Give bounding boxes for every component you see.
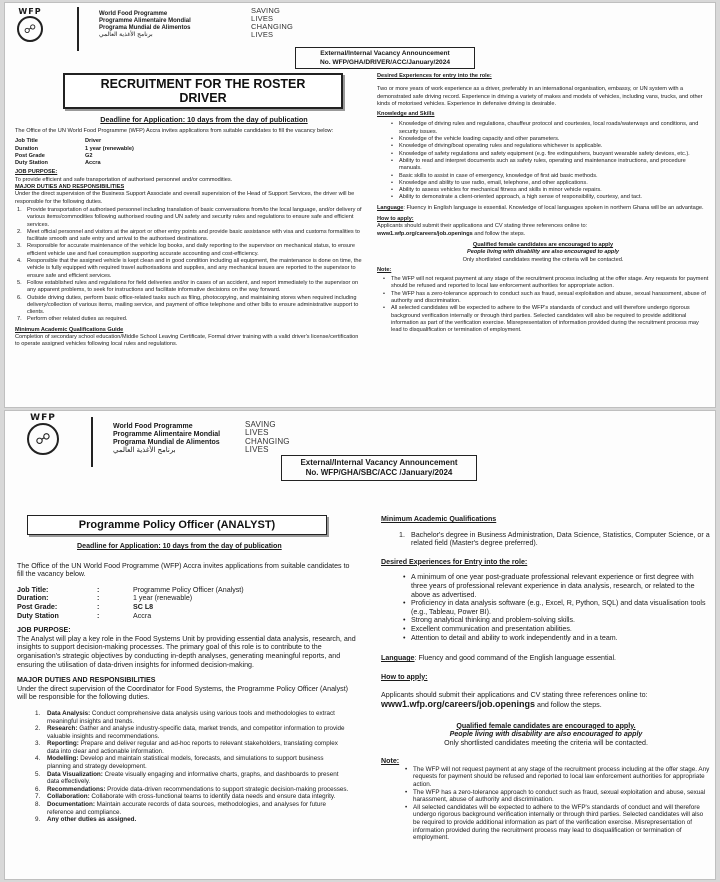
job-value: SC L8: [133, 602, 154, 611]
list-item: 4. Responsible that the assigned vehicle is kept clean and in good condition including all equipment, the maintenance is done on time, the vehicle is fully equipped with required travel authorisations and supplies, and any mechanical issues are reported to the supervisor to ensure safe and efficient services.: [17, 258, 362, 279]
job-value: Accra: [85, 160, 101, 167]
job-label: Post Grade: [15, 152, 45, 159]
language-label: Language: [377, 204, 404, 211]
slogan-line: LIVES: [251, 13, 274, 23]
list-item: • Proficiency in data analysis software (e.g., Excel, R, Python, SQL) and data visualisation tools (e.g., Tableau, Power BI).: [411, 599, 711, 616]
list-item: 7. Perform other related duties as required.: [17, 316, 128, 323]
wfp-logo: [27, 413, 59, 455]
language-text: : Fluency in English language is essential. Knowledge of local languages spoken in northern Ghana will be an advantage.: [403, 204, 704, 211]
wfp-logo: [17, 7, 43, 42]
slogan: [245, 421, 290, 455]
section-heading: JOB PURPOSE:: [15, 169, 58, 176]
list-item: • The WFP has a zero-tolerance approach to conduct such as fraud, sexual exploitation and abuse, sexual harassment, abuse of authority and discrimination.: [391, 291, 709, 306]
job-value: Driver: [85, 138, 102, 145]
list-item: 1. Bachelor's degree in Business Administration, Data Science, Statistics, Computer Science, or a related field (Master's degree preferred).: [399, 530, 710, 548]
vacancy-ad-analyst: [4, 410, 716, 880]
list-item: • Knowledge and ability to use radio, email, telephone, and other applications.: [399, 180, 709, 187]
logo-text: WFP: [30, 413, 56, 423]
slogan-line: CHANGING: [245, 436, 290, 446]
list-item: • Ability to demonstrate a client-oriented approach, a high sense of responsibility, courtesy, and tact.: [399, 194, 709, 201]
duties-list: [15, 207, 363, 324]
vacancy-ad-driver: [4, 2, 716, 408]
announcement-title: External/Internal Vacancy Announcement: [300, 458, 458, 467]
list-item: 6. Outside driving duties, perform basic office-related tasks such as filing, photocopying, and maintaining stores when required including delivery/collection of various items, mailing service, and payment of office telephone and other bills to ensure administrative support to clients.: [17, 294, 359, 316]
notes-list: [377, 276, 709, 334]
job-value: 1 year (renewable): [133, 594, 193, 603]
duties-intro: Under the direct supervision of the Coordinator for Food Systems, the Programme Policy Officer (Analyst) will be responsible for the following duties.: [17, 684, 349, 702]
list-item: • Knowledge of safety regulations and safety equipment (e.g. fire extinguishers, buoyant wearable safety devices, etc.).: [399, 151, 709, 158]
apply-text: Applicants should submit their applications and CV stating three references online to:: [377, 223, 588, 230]
slogan-line: CHANGING: [251, 21, 294, 31]
org-name-en: World Food Programme: [113, 423, 193, 430]
list-item: • All selected candidates will be expected to adhere to the WFP's standards of conduct and will therefore undergo rigorous background verification internally or through third parties. Selected candidates will also be required to provide additional information as part of the verification exercise. Misrepresentation of information provided during the recruitment process may lead to disqualification or termination of employment.: [391, 305, 709, 334]
intro-text: The Office of the UN World Food Programme (WFP) Accra invites applications from suitable candidates to fill the vacancy below.: [17, 561, 350, 579]
org-name-ar: برنامج الأغذية العالمي: [113, 447, 176, 455]
list-item: 5. Follow established rules and regulations for field deliveries and/or in cases of an accident, and report immediately to the supervisor on any apparent problems, to seek for instructions and facilitate informative decisions on the way forward.: [17, 279, 359, 294]
section-heading: Desired Experiences for Entry into the role:: [381, 557, 528, 566]
duties-list: [17, 710, 357, 824]
purpose-text: The Analyst will play a key role in the Food Systems Unit by providing essential data analysis, research, and insights to support decision-making processes. The primary goal of this role is to contribute to the organisation's strategic objectives by conducting in-depth analyses, generating meaningful reports, and ensuring the utilisation of data-driven insights for informed decision-making.: [17, 634, 356, 669]
experience-text: Two or more years of work experience as a driver, preferably in an international organisation, embassy, or UN system with a demonstrated safe driving record. Experience in driving a variety of makes and models of vehicles, including vans, trucks, and other kinds of motorised vehicles. Experience in defensive driving is desirable.: [377, 86, 703, 107]
experience-list: [381, 573, 711, 642]
org-name-en: World Food Programme: [99, 11, 168, 17]
job-value: 1 year (renewable): [85, 145, 134, 152]
org-name-fr: Programme Alimentaire Mondial: [99, 17, 191, 24]
job-label: Job Title: [15, 138, 38, 145]
logo-text: WFP: [18, 7, 42, 16]
encouragement-line: People living with disability are also encouraged to apply: [467, 249, 619, 256]
list-item: • Knowledge of driving rules and regulations, chauffeur protocol and courtesies, local roads/waterways and conditions, and security issues.: [399, 121, 709, 136]
list-item: 4. Modelling: Develop and maintain statistical models, forecasts, and simulations to support business planning and strategy development.: [35, 755, 324, 771]
org-name-es: Programa Mundial de Alimentos: [113, 439, 220, 447]
list-item: 5. Data Visualization: Create visually engaging and informative charts, graphs, and dashboards to present data effectively.: [35, 770, 339, 786]
left-column: [17, 515, 357, 824]
banner-line: RECRUITMENT FOR THE ROSTER: [100, 77, 306, 91]
list-item: 7. Collaboration: Collaborate with cross-functional teams to identify data needs and ensure data integrity.: [35, 793, 336, 801]
apply-link[interactable]: www1.wfp.org/careers/job.openings: [381, 698, 536, 709]
language-label: Language: [381, 654, 415, 663]
apply-link-line: [381, 700, 711, 710]
apply-link[interactable]: www1.wfp.org/careers/job.openings: [377, 230, 473, 237]
apply-text: Applicants should submit their applications and CV stating three references online to:: [381, 691, 648, 700]
org-names: [99, 11, 191, 39]
list-item: • Ability to read and interpret documents such as safety rules, operating and maintenance instructions, and procedure manuals.: [399, 158, 709, 173]
list-item: 1. Data Analysis: Conduct comprehensive data analysis using various tools and methodologies to extract meaningful insights and trends.: [35, 709, 335, 725]
page-title: Programme Policy Officer (ANALYST): [27, 515, 327, 535]
apply-suffix: and follow the steps.: [472, 230, 526, 237]
org-name-es: Programa Mundial de Alimentos: [99, 24, 191, 31]
list-item: • Knowledge of driving/boat operating rules and regulations whichever is applicable.: [399, 143, 709, 150]
job-label: Duty Station: [15, 160, 48, 167]
slogan-line: SAVING: [251, 6, 280, 15]
encouragement-line: Only shortlisted candidates meeting the criteria will be contacted.: [444, 738, 648, 747]
min-qualifications-list: [381, 531, 711, 548]
deadline: Deadline for Application: 10 days from the day of publication: [77, 542, 282, 550]
job-details: [15, 138, 363, 167]
list-item: 3. Reporting: Prepare and deliver regular and ad-hoc reports to relevant stakeholders, translating complex data into clear and actionable information.: [35, 740, 338, 755]
purpose-text: To provide efficient and safe transportation of authorised personnel and/or commodities.: [15, 176, 233, 183]
notes-list: [381, 766, 711, 842]
list-item: 3. Responsible for accurate maintenance of the vehicle log books, and daily reporting to the supervisor on mechanical status, to ensure efficient vehicle use and fuel consumption supporting accurate accounting and cost-efficiency.: [17, 243, 356, 257]
list-item: 2. Research: Gather and analyse industry-specific data, market trends, and competitor information to provide valuable insights and recommendations.: [35, 725, 345, 740]
job-value: Programme Policy Officer (Analyst): [133, 585, 244, 594]
list-item: • Basic skills to assist in case of emergency, knowledge of first aid basic methods.: [399, 173, 709, 180]
list-item: • The WFP will not request payment at any stage of the recruitment process including at the offer stage. Any requests for payment should be refused and reported to local law enforcement authorities for appropriate action.: [413, 766, 711, 789]
job-value: Accra: [133, 611, 152, 620]
slogan-line: LIVES: [245, 445, 269, 455]
page-title: [63, 73, 343, 109]
job-label: Post Grade:: [17, 602, 58, 611]
announcement-number: No. WFP/GHA/DRIVER/ACC/January/2024: [319, 58, 451, 66]
encouragement-line: People living with disability are also encouraged to apply: [449, 730, 643, 739]
list-item: • Attention to detail and ability to work independently and in a team.: [411, 634, 711, 643]
min-qualifications-text: Completion of secondary school education/Middle School Leaving Certificate, Formal driver training with a valid driver's license/certification to operate assigned vehicles following local rules and regulations.: [15, 334, 359, 348]
job-label: Job Title:: [17, 585, 49, 594]
divider: [91, 417, 93, 467]
announcement-title: External/Internal Vacancy Announcement: [320, 50, 450, 57]
deadline: Deadline for Application: 10 days from the day of publication: [100, 115, 308, 124]
encouragement-line: Qualified female candidates are encouraged to apply: [472, 241, 614, 248]
job-label: Duration: [15, 145, 38, 152]
list-item: 6. Recommendations: Provide data-driven recommendations to support strategic decision-making processes.: [35, 785, 349, 793]
section-heading: JOB PURPOSE:: [17, 626, 71, 635]
skills-list: [377, 121, 709, 201]
section-heading: Desired Experiences for entry into the role:: [377, 73, 492, 79]
apply-suffix: and follow the steps.: [535, 700, 602, 709]
right-column: [377, 73, 709, 335]
duties-intro: Under the direct supervision of the Business Support Associate and overall supervision of the Head of Support Services, the driver will be responsible for the following duties.: [15, 191, 355, 205]
encouragement-line: Qualified female candidates are encouraged to apply.: [456, 721, 636, 730]
announcement-box: [281, 455, 477, 481]
globe-icon: ☍: [17, 16, 43, 42]
language-text: : Fluency and good command of the English language essential.: [414, 654, 617, 663]
section-heading: How to apply:: [381, 672, 428, 681]
section-heading: Minimum Academic Qualifications Guide: [15, 326, 124, 333]
language-requirement: [381, 654, 711, 663]
section-heading: Knowledge and Skills: [377, 111, 435, 118]
list-item: • Ability to assess vehicles for mechanical fitness and skills in minor vehicle repairs.: [399, 187, 709, 194]
list-item: • A minimum of one year post-graduate professional relevant experience or first degree with three years of professional relevant experience in data analysis, research, or related to the above as advertised.: [411, 573, 711, 599]
list-item: • All selected candidates will be expected to adhere to the WFP's standards of conduct and will therefore undergo rigorous background verification internally or through third parties. Selected candidates will also be required to provide additional information as part of the verification exercise. Misrepresentation of information provided during the recruitment process may lead to disqualification or termination of employment.: [413, 804, 711, 842]
list-item: 1. Provide transportation of authorised personnel including translation of basic conversations from/to the local language, and/or delivery of various items/commodities following authorised routing and UN safety and security rules and regulations to ensure safe and efficient services.: [17, 206, 362, 228]
encouragement: [377, 242, 709, 264]
section-heading: How to apply:: [377, 216, 414, 223]
list-item: • Excellent communication and presentation abilities.: [411, 625, 711, 634]
encouragement: [381, 722, 711, 748]
list-item: 2. Meet official personnel and visitors at the airport or other entry points and provide basic assistance with visa and customs formalities to facilitate smooth and safe entry and arrival to the authorised destinations.: [17, 228, 360, 243]
announcement-box: [295, 47, 475, 69]
apply-link-line: [377, 231, 709, 238]
list-item: 9. Any other duties as assigned.: [35, 816, 137, 824]
announcement-number: No. WFP/GHA/SBC/ACC /January/2024: [305, 468, 453, 478]
intro-text: The Office of the UN World Food Programme (WFP) Accra invites applications from suitable candidates to fill the vacancy below:: [15, 128, 334, 134]
job-value: G2: [85, 152, 93, 159]
job-label: Duty Station: [17, 611, 59, 620]
banner-line: DRIVER: [179, 91, 227, 105]
list-item: • Knowledge of the vehicle loading capacity and other parameters.: [399, 136, 709, 143]
globe-icon: ☍: [27, 423, 59, 455]
section-heading: Note:: [377, 266, 392, 273]
slogan-line: LIVES: [251, 29, 274, 39]
list-item: • Strong analytical thinking and problem-solving skills.: [411, 616, 711, 625]
divider: [77, 7, 79, 51]
encouragement-line: Only shortlisted candidates meeting the criteria will be contacted.: [462, 256, 624, 263]
list-item: • The WFP has a zero-tolerance approach to conduct such as fraud, sexual exploitation and abuse, sexual harassment, abuse of authority and discrimination.: [413, 789, 711, 804]
slogan-line: SAVING: [245, 420, 276, 429]
section-heading: MAJOR DUTIES AND RESPONSIBILITIES: [15, 184, 125, 191]
list-item: • The WFP will not request payment at any stage of the recruitment process including at the offer stage. Any requests for payment should be refused and reported to local law enforcement authorities for appropriate action.: [391, 276, 709, 291]
job-details: Job Title: : Programme Policy Officer (Analyst) Duration: : 1 year (renewable) Post Grade: : SC L8 Duty Station : Accra: [17, 586, 357, 620]
section-heading: MAJOR DUTIES AND RESPONSIBILITIES: [17, 676, 156, 685]
org-name-fr: Programme Alimentaire Mondial: [113, 431, 221, 439]
slogan-line: LIVES: [245, 428, 269, 438]
org-name-ar: برنامج الأغذية العالمي: [99, 31, 153, 38]
slogan: [251, 7, 293, 39]
right-column: [381, 515, 711, 842]
org-names: [113, 423, 220, 455]
language-requirement: [377, 205, 709, 212]
left-column: [15, 73, 363, 349]
section-heading: Minimum Academic Qualifications: [381, 515, 497, 523]
job-label: Duration:: [17, 594, 49, 603]
section-heading: Note:: [381, 757, 400, 766]
list-item: 8. Documentation: Maintain accurate records of data sources, methodologies, and analyses for future reference and compliance.: [35, 801, 326, 816]
